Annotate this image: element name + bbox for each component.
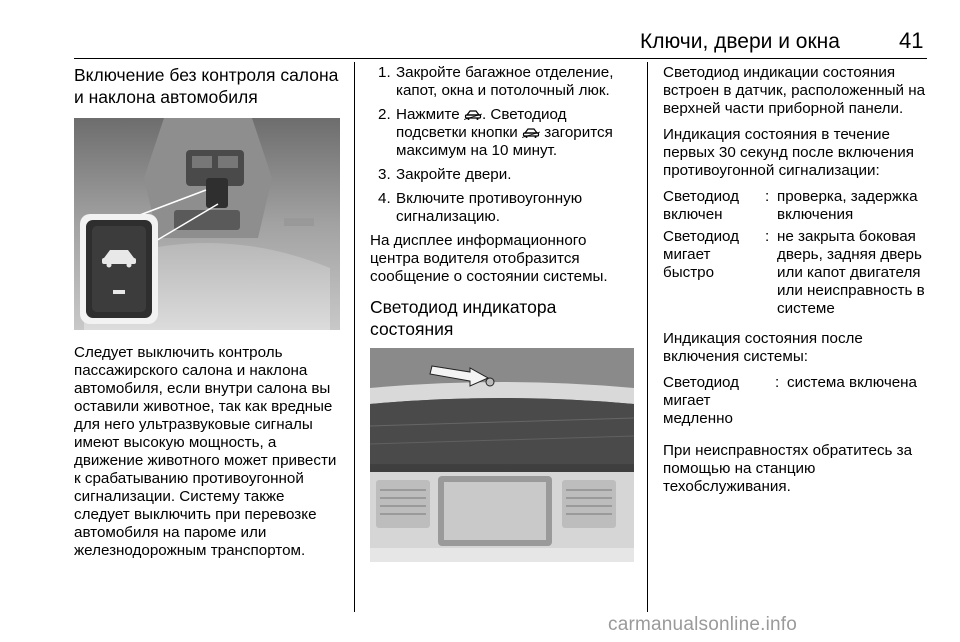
column-3 — [663, 64, 929, 496]
led-desc: не закрыта боковая дверь, задняя дверь или капот двигателя или неисправность в системе — [777, 228, 925, 317]
led-after-paragraph: Индикация состояния после включения системы: — [663, 330, 863, 365]
overhead-console-image — [74, 118, 340, 330]
step-4: 4. Включите противоугонную сигнализацию. — [378, 190, 583, 225]
led-term: Светодиод мигает быстро — [663, 228, 740, 281]
activation-steps — [370, 64, 636, 226]
led-desc: система включена — [787, 374, 918, 391]
led-status-table-1 — [663, 188, 929, 322]
step-2: 2. Нажмите . Светодиод подсветки кнопки загорится максимум на 10 минут. — [378, 106, 613, 159]
led-location-paragraph: Светодиод индикации состояния встроен в датчик, расположенный на верхней части приборной панели. — [663, 64, 926, 117]
car-tilt-icon — [464, 110, 482, 120]
led-desc: проверка, задержка включения — [777, 188, 918, 223]
column-divider-left — [354, 62, 355, 612]
led-term: Светодиод мигает медленно — [663, 374, 740, 427]
led-first-30s-paragraph: Индикация состояния в течение первых 30 секунд после включения противоугонной сигнализации: — [663, 126, 914, 179]
step-1: 1. Закройте багажное отделение, капот, окна и потолочный люк. — [378, 64, 614, 99]
separator: : — [775, 374, 780, 391]
section-heading-disable-monitoring: Включение без контроля салона и наклона автомобиля — [74, 65, 339, 107]
led-status-table-2 — [663, 374, 929, 432]
header-rule — [74, 58, 927, 59]
separator: : — [765, 188, 770, 205]
header-title: Ключи, двери и окна — [640, 30, 840, 53]
car-tilt-icon — [522, 128, 540, 138]
column-2 — [370, 64, 636, 562]
service-paragraph: При неисправностях обратитесь за помощью на станцию техобслуживания. — [663, 442, 913, 495]
step-3: 3. Закройте двери. — [378, 166, 512, 183]
column-divider-right — [647, 62, 648, 612]
column-1 — [74, 64, 342, 560]
dic-message-paragraph: На дисплее информационного центра водителя отобразится сообщение о состоянии системы. — [370, 232, 608, 285]
separator: : — [765, 228, 770, 245]
disable-monitoring-paragraph: Следует выключить контроль пассажирского салона и наклона автомобиля, если внутри салона вы оставили животное, так как вредные для него ультразвуковые сигналы имеют высокую мощность, а движение животного может привести к срабатыванию противоугонной сигнализации. Систему также следует выключить при перевозке автомобиля на пароме или железнодорожным транспортом. — [74, 344, 337, 559]
page-number: 41 — [899, 28, 924, 53]
led-term: Светодиод включен — [663, 188, 740, 223]
section-heading-status-led: Светодиод индикатора состояния — [370, 297, 557, 339]
watermark: carmanualsonline.info — [608, 614, 798, 635]
dashboard-led-image — [370, 348, 634, 562]
